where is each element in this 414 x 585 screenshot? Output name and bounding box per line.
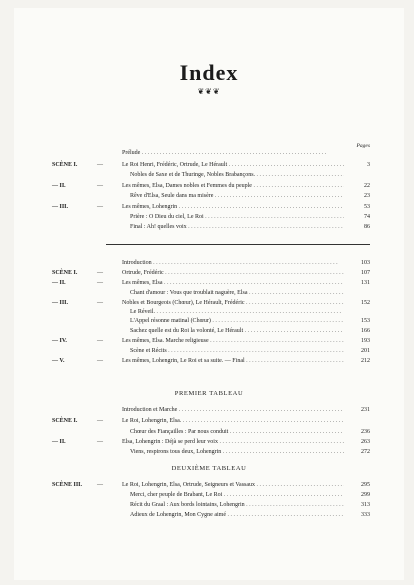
index-entry: [14, 149, 404, 158]
page-title: Index: [179, 60, 239, 85]
entry-title: Récit du Graal : Aux bords lointains, Lohengrin . . .: [130, 501, 344, 510]
entry-title: Scène et Récits . . .: [130, 347, 344, 356]
divider: [106, 244, 370, 245]
entry-title: Merci, cher peuple de Brabant, Le Roi . . .: [130, 491, 344, 500]
entry-title: Prière : O Dieu du ciel, Le Roi . . .: [130, 213, 344, 222]
page-number: 272: [361, 449, 370, 455]
page-number: 107: [361, 270, 370, 276]
page-number: 295: [361, 482, 370, 488]
entry-dash: —: [97, 482, 103, 488]
entry-title: Adieux de Lohengrin, Mon Cygne aimé . . .: [130, 511, 344, 520]
entry-title: Chant d'amour : Vous que troublait naguère, Elsa . . .: [130, 289, 344, 298]
index-entry: [14, 501, 404, 510]
entry-title: L'Appel résonne matinal (Chœur) . . .: [130, 317, 344, 326]
index-entry: [14, 406, 404, 415]
entry-title: Final : Ah! quelles voix . . .: [130, 223, 344, 232]
page-number: 74: [364, 214, 370, 220]
entry-title: Rêve d'Elsa, Seule dans ma misère . . .: [130, 192, 344, 201]
entry-title: Chœur des Fiançailles : Par nous conduit . . .: [130, 428, 344, 437]
entry-dash: —: [97, 439, 103, 445]
page-number: 153: [361, 318, 370, 324]
index-entry: [14, 428, 404, 437]
index-entry: [14, 223, 404, 232]
page-number: 23: [364, 193, 370, 199]
entry-dash: —: [97, 358, 103, 364]
entry-title: Le Roi, Lohengrin, Elsa. . . .: [122, 417, 344, 426]
index-entry: [14, 192, 404, 201]
page-number: 3: [367, 162, 370, 168]
scene-label: — IV.: [52, 338, 67, 344]
index-entry: [14, 289, 404, 298]
index-entry: [14, 347, 404, 356]
entry-title: Elsa, Lohengrin : Déjà se perd leur voix . . .: [122, 438, 344, 447]
index-entry: [14, 417, 404, 426]
scene-label: SCÈNE I.: [52, 270, 78, 276]
scene-label: SCÈNE I.: [52, 418, 78, 424]
index-entry: [14, 481, 404, 490]
index-entry: [14, 213, 404, 222]
scene-label: SCÈNE III.: [52, 482, 83, 488]
page-number: 166: [361, 328, 370, 334]
entry-title: Ortrude, Frédéric . . .: [122, 269, 344, 278]
index-entry: [14, 491, 404, 500]
entry-title: Nobles de Saxe et de Thuringe, Nobles Brabançons. . . .: [130, 171, 344, 180]
entry-title: Le Roi Henri, Frédéric, Ortrude, Le Hérault . . .: [122, 161, 344, 170]
section-heading: PREMIER TABLEAU: [174, 390, 244, 397]
entry-dash: —: [97, 280, 103, 286]
index-entry: [14, 327, 404, 336]
index-page: [14, 8, 404, 580]
page-number: 103: [361, 260, 370, 266]
page-number: 236: [361, 429, 370, 435]
scene-label: — V.: [52, 358, 65, 364]
index-entry: [14, 299, 404, 308]
page-number: 193: [361, 338, 370, 344]
title-ornament: ❦❦❦: [197, 87, 221, 96]
page-number: 212: [361, 358, 370, 364]
entry-title: Introduction et Marche . . .: [122, 406, 344, 415]
index-entry: [14, 357, 404, 366]
entry-title: Les mêmes, Lohengrin . . .: [122, 203, 344, 212]
scene-label: — II.: [52, 183, 66, 189]
index-entry: [14, 448, 404, 457]
index-entry: [14, 317, 404, 326]
entry-title: Le Roi, Lohengrin, Elsa, Ortrude, Seigneurs et Vassaux . . .: [122, 481, 344, 490]
entry-title: Viens, respirons tous deux, Lohengrin . . .: [130, 448, 344, 457]
index-entry: [14, 511, 404, 520]
page-number: 53: [364, 204, 370, 210]
index-entry: [14, 269, 404, 278]
scene-label: — II.: [52, 280, 66, 286]
page-number: 152: [361, 300, 370, 306]
scene-label: — III.: [52, 204, 69, 210]
entry-title: Les mêmes, Elsa. Marche religieuse . . .: [122, 337, 344, 346]
entry-title: Prélude . . .: [122, 149, 344, 158]
page-number: 263: [361, 439, 370, 445]
index-entry: [14, 308, 404, 317]
entry-dash: —: [97, 418, 103, 424]
index-entry: [14, 337, 404, 346]
scene-label: SCÈNE I.: [52, 162, 78, 168]
index-entry: [14, 438, 404, 447]
entry-dash: —: [97, 270, 103, 276]
page-number: 333: [361, 512, 370, 518]
index-entry: [14, 182, 404, 191]
page-number: 231: [361, 407, 370, 413]
entry-title: Les mêmes, Lohengrin, Le Roi et sa suite. — Final . . .: [122, 357, 344, 366]
entry-dash: —: [97, 162, 103, 168]
entry-title: Les mêmes, Elsa . . .: [122, 279, 344, 288]
page-number: 131: [361, 280, 370, 286]
entry-title: Le Réveil. . . .: [130, 308, 344, 317]
index-entry: [14, 203, 404, 212]
page-number: 313: [361, 502, 370, 508]
scene-label: — II.: [52, 439, 66, 445]
entry-dash: —: [97, 204, 103, 210]
index-entry: [14, 161, 404, 170]
page-number: 22: [364, 183, 370, 189]
index-entry: [14, 279, 404, 288]
entry-dash: —: [97, 183, 103, 189]
index-entry: [14, 259, 404, 268]
page-number: 86: [364, 224, 370, 230]
entry-dash: —: [97, 300, 103, 306]
page-number: 299: [361, 492, 370, 498]
entry-dash: —: [97, 338, 103, 344]
entry-title: Les mêmes, Elsa, Dames nobles et Femmes du peuple . . .: [122, 182, 344, 191]
scene-label: — III.: [52, 300, 69, 306]
section-heading: DEUXIÈME TABLEAU: [171, 465, 247, 472]
index-entry: [14, 171, 404, 180]
pages-column-label: Pages: [356, 143, 370, 149]
entry-title: Introduction . . .: [122, 259, 344, 268]
page-number: 201: [361, 348, 370, 354]
entry-title: Nobles et Bourgeois (Chœur), Le Hérault, Frédéric . . .: [122, 299, 344, 308]
entry-title: Sachez quelle est du Roi la volonté, Le Hérault . . .: [130, 327, 344, 336]
